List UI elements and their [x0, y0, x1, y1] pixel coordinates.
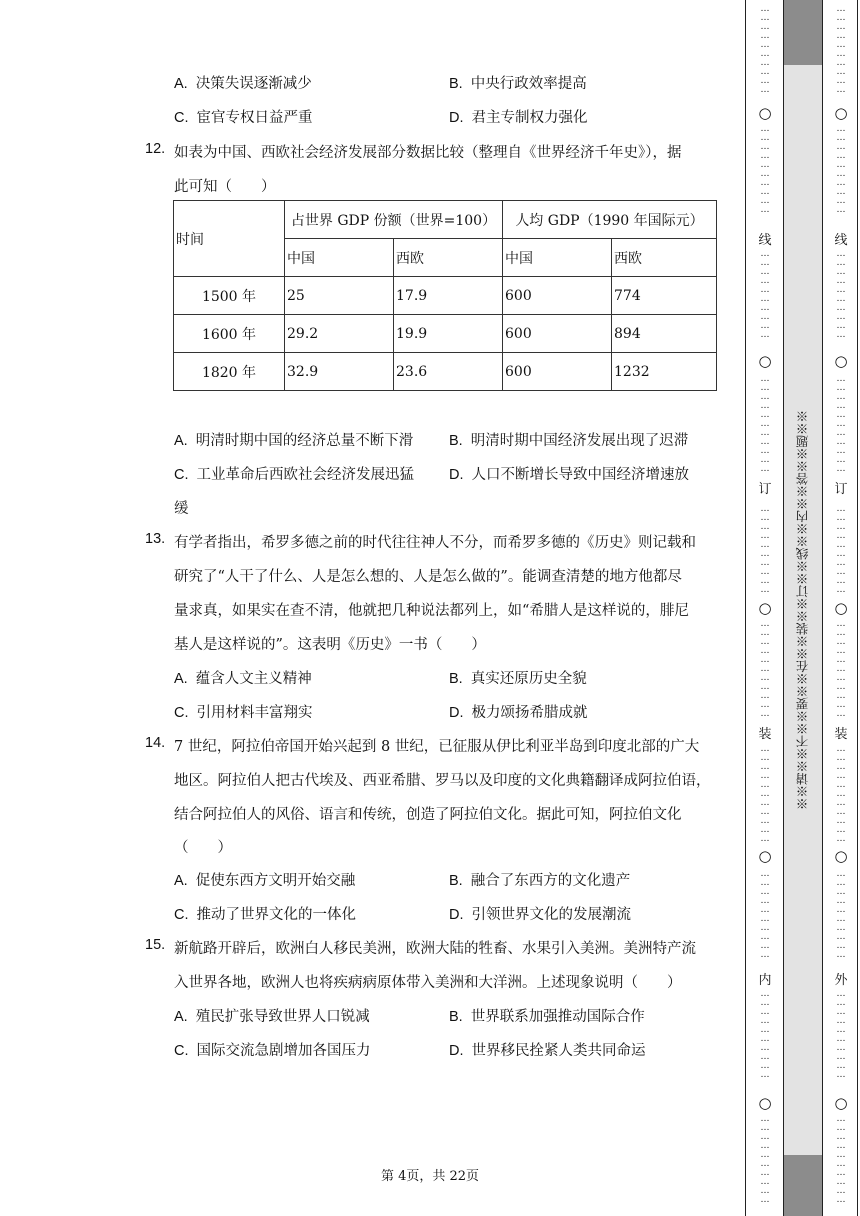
dotted-line: … … … … … … … … … … [836, 990, 846, 1080]
q11-options-row-2 [174, 106, 734, 128]
table-cell: 23.6 [394, 353, 503, 391]
table-cell: 600 [503, 315, 612, 353]
q15-option-b[interactable]: B. 世界联系加强推动国际合作 [449, 1009, 645, 1025]
table-row [174, 315, 717, 353]
q11-option-a[interactable]: A. 决策失误逐渐减少 [174, 76, 312, 92]
table-cell: 19.9 [394, 315, 503, 353]
binding-circle-icon: ○ [834, 599, 848, 617]
q13-options-row-1 [174, 667, 734, 689]
dotted-line: … … … … … … … … … … [836, 1115, 846, 1205]
binding-circle-icon: ○ [758, 599, 772, 617]
table-cell-year: 1820 年 [174, 353, 285, 391]
dotted-line: … … … … … … … … … … [760, 250, 770, 340]
q12-options-row-1 [174, 429, 734, 451]
q14-stem-line: 结合阿拉伯人的风俗、语言和传统，创造了阿拉伯文化。据此可知，阿拉伯文化 [174, 807, 682, 823]
table-cell: 600 [503, 277, 612, 315]
table-cell: 25 [285, 277, 394, 315]
q12-option-d-wrap: 缓 [174, 501, 189, 517]
q13-stem-line: 研究了“人干了什么、人是怎么想的、人是怎么做的”。能调查清楚的地方他都尽 [174, 569, 682, 585]
table-cell: 17.9 [394, 277, 503, 315]
margin-label-xian: 线 [758, 233, 772, 248]
q14-number: 14. [145, 735, 166, 751]
table-cell: 774 [612, 277, 717, 315]
q14-option-b[interactable]: B. 融合了东西方的文化遗产 [449, 873, 631, 889]
dotted-line: … … … … … … … … … … … [760, 620, 770, 719]
table-header-gdp-share: 占世界 GDP 份额（世界=100） [285, 201, 503, 239]
dotted-line: … … … … … … … … … … [836, 505, 846, 595]
table-row [174, 277, 717, 315]
margin-label-xian: 线 [834, 233, 848, 248]
q13-stem-line: 基人是这样说的”。这表明《历史》一书（ ） [174, 637, 486, 653]
q13-stem-line: 有学者指出，希罗多德之前的时代往往神人不分，而希罗多德的《历史》则记载和 [174, 535, 696, 551]
margin-dark-block-top [784, 0, 822, 65]
q13-stem-line: 量求真，如果实在查不清，他就把几种说法都列上，如“希腊人是这样说的，腓尼 [174, 603, 689, 619]
table-cell-year: 1600 年 [174, 315, 285, 353]
q15-number: 15. [145, 937, 166, 953]
table-header-gdp-per-capita: 人均 GDP（1990 年国际元） [503, 201, 717, 239]
dotted-line: … … … … … … … … … … [836, 250, 846, 340]
binding-circle-icon: ○ [834, 104, 848, 122]
binding-circle-icon: ○ [834, 847, 848, 865]
q13-options-row-2 [174, 701, 734, 723]
margin-border-line [822, 0, 823, 1216]
q11-option-b[interactable]: B. 中央行政效率提高 [449, 76, 587, 92]
table-subheader: 西欧 [394, 239, 503, 277]
dotted-line: … … … … … … … … … … … [760, 745, 770, 844]
margin-label-wai: 外 [834, 973, 848, 988]
table-subheader: 中国 [285, 239, 394, 277]
table-cell: 600 [503, 353, 612, 391]
q15-stem-line: 入世界各地，欧洲人也将疾病病原体带入美洲和大洋洲。上述现象说明（ ） [174, 975, 682, 991]
q14-option-d[interactable]: D. 引领世界文化的发展潮流 [449, 907, 631, 923]
q14-stem-line: （ ） [174, 840, 232, 856]
q13-option-d[interactable]: D. 极力颂扬希腊成就 [449, 705, 588, 721]
table-subheader: 中国 [503, 239, 612, 277]
table-header-time: 时间 [174, 201, 285, 277]
binding-circle-icon: ○ [834, 352, 848, 370]
binding-circle-icon: ○ [758, 847, 772, 865]
q12-option-c[interactable]: C. 工业革命后西欧社会经济发展迅猛 [174, 467, 414, 483]
dotted-line: … … … … … … … … … … [760, 505, 770, 595]
dotted-line: … … … … … … … … … … [836, 870, 846, 960]
q14-option-c[interactable]: C. 推动了世界文化的一体化 [174, 907, 356, 923]
q11-options-row-1 [174, 72, 734, 94]
binding-circle-icon: ○ [834, 1094, 848, 1112]
q12-options-row-2 [174, 463, 734, 485]
q15-option-a[interactable]: A. 殖民扩张导致世界人口锐减 [174, 1009, 370, 1025]
page-footer: 第 4页，共 22页 [380, 1169, 480, 1184]
dotted-line: … … … … … … … … … … [836, 5, 846, 95]
margin-warning-text: ※※请※※不※※要※※在※※装※※订※※线※※内※※答※※题※※ [795, 410, 810, 810]
dotted-line: … … … … … … … … … … … [760, 375, 770, 474]
q13-number: 13. [145, 531, 166, 547]
q12-option-b[interactable]: B. 明清时期中国经济发展出现了迟滞 [449, 433, 689, 449]
dotted-line: … … … … … … … … … … [760, 5, 770, 95]
dotted-line: … … … … … … … … … … [760, 125, 770, 215]
table-cell-year: 1500 年 [174, 277, 285, 315]
q15-option-c[interactable]: C. 国际交流急剧增加各国压力 [174, 1043, 371, 1059]
dotted-line: … … … … … … … … … … … [836, 745, 846, 844]
binding-circle-icon: ○ [758, 1094, 772, 1112]
q14-stem-line: 7 世纪，阿拉伯帝国开始兴起到 8 世纪，已征服从伊比利亚半岛到印度北部的广大 [174, 739, 700, 755]
q15-option-d[interactable]: D. 世界移民拴紧人类共同命运 [449, 1043, 646, 1059]
dotted-line: … … … … … … … … … … [760, 990, 770, 1080]
margin-label-ding: 订 [834, 482, 848, 497]
margin-label-ding: 订 [758, 482, 772, 497]
q12-data-table [173, 200, 717, 391]
q15-options-row-2 [174, 1039, 734, 1061]
dotted-line: … … … … … … … … … … [760, 1115, 770, 1205]
margin-border-line [745, 0, 746, 1216]
q13-option-b[interactable]: B. 真实还原历史全貌 [449, 671, 587, 687]
q15-options-row-1 [174, 1005, 734, 1027]
table-subheader: 西欧 [612, 239, 717, 277]
margin-label-zhuang: 装 [758, 727, 772, 742]
dotted-line: … … … … … … … … … … … [836, 375, 846, 474]
table-cell: 29.2 [285, 315, 394, 353]
q11-option-d[interactable]: D. 君主专制权力强化 [449, 110, 588, 126]
q12-option-d[interactable]: D. 人口不断增长导致中国经济增速放 [449, 467, 689, 483]
table-row [174, 353, 717, 391]
margin-dark-block-bottom [784, 1155, 822, 1216]
q14-stem-line: 地区。阿拉伯人把古代埃及、西亚希腊、罗马以及印度的文化典籍翻译成阿拉伯语， [174, 773, 711, 789]
margin-border-line [857, 0, 858, 1216]
table-cell: 894 [612, 315, 717, 353]
binding-circle-icon: ○ [758, 352, 772, 370]
dotted-line: … … … … … … … … … … [836, 125, 846, 215]
dotted-line: … … … … … … … … … … [760, 870, 770, 960]
q12-stem-line: 此可知（ ） [174, 179, 276, 195]
q13-option-c[interactable]: C. 引用材料丰富翔实 [174, 705, 313, 721]
binding-circle-icon: ○ [758, 104, 772, 122]
q12-stem-line: 如表为中国、西欧社会经济发展部分数据比较（整理自《世界经济千年史》），据 [174, 145, 682, 161]
table-cell: 32.9 [285, 353, 394, 391]
q12-option-a[interactable]: A. 明清时期中国的经济总量不断下滑 [174, 433, 414, 449]
q14-options-row-2 [174, 903, 734, 925]
q11-option-c[interactable]: C. 宦官专权日益严重 [174, 110, 313, 126]
q14-option-a[interactable]: A. 促使东西方文明开始交融 [174, 873, 356, 889]
q14-options-row-1 [174, 869, 734, 891]
q12-number: 12. [145, 141, 166, 157]
q13-option-a[interactable]: A. 蕴含人文主义精神 [174, 671, 312, 687]
table-cell: 1232 [612, 353, 717, 391]
margin-label-zhuang: 装 [834, 727, 848, 742]
q15-stem-line: 新航路开辟后，欧洲白人移民美洲，欧洲大陆的牲畜、水果引入美洲。美洲特产流 [174, 941, 696, 957]
dotted-line: … … … … … … … … … … … [836, 620, 846, 719]
margin-label-nei: 内 [758, 973, 772, 988]
